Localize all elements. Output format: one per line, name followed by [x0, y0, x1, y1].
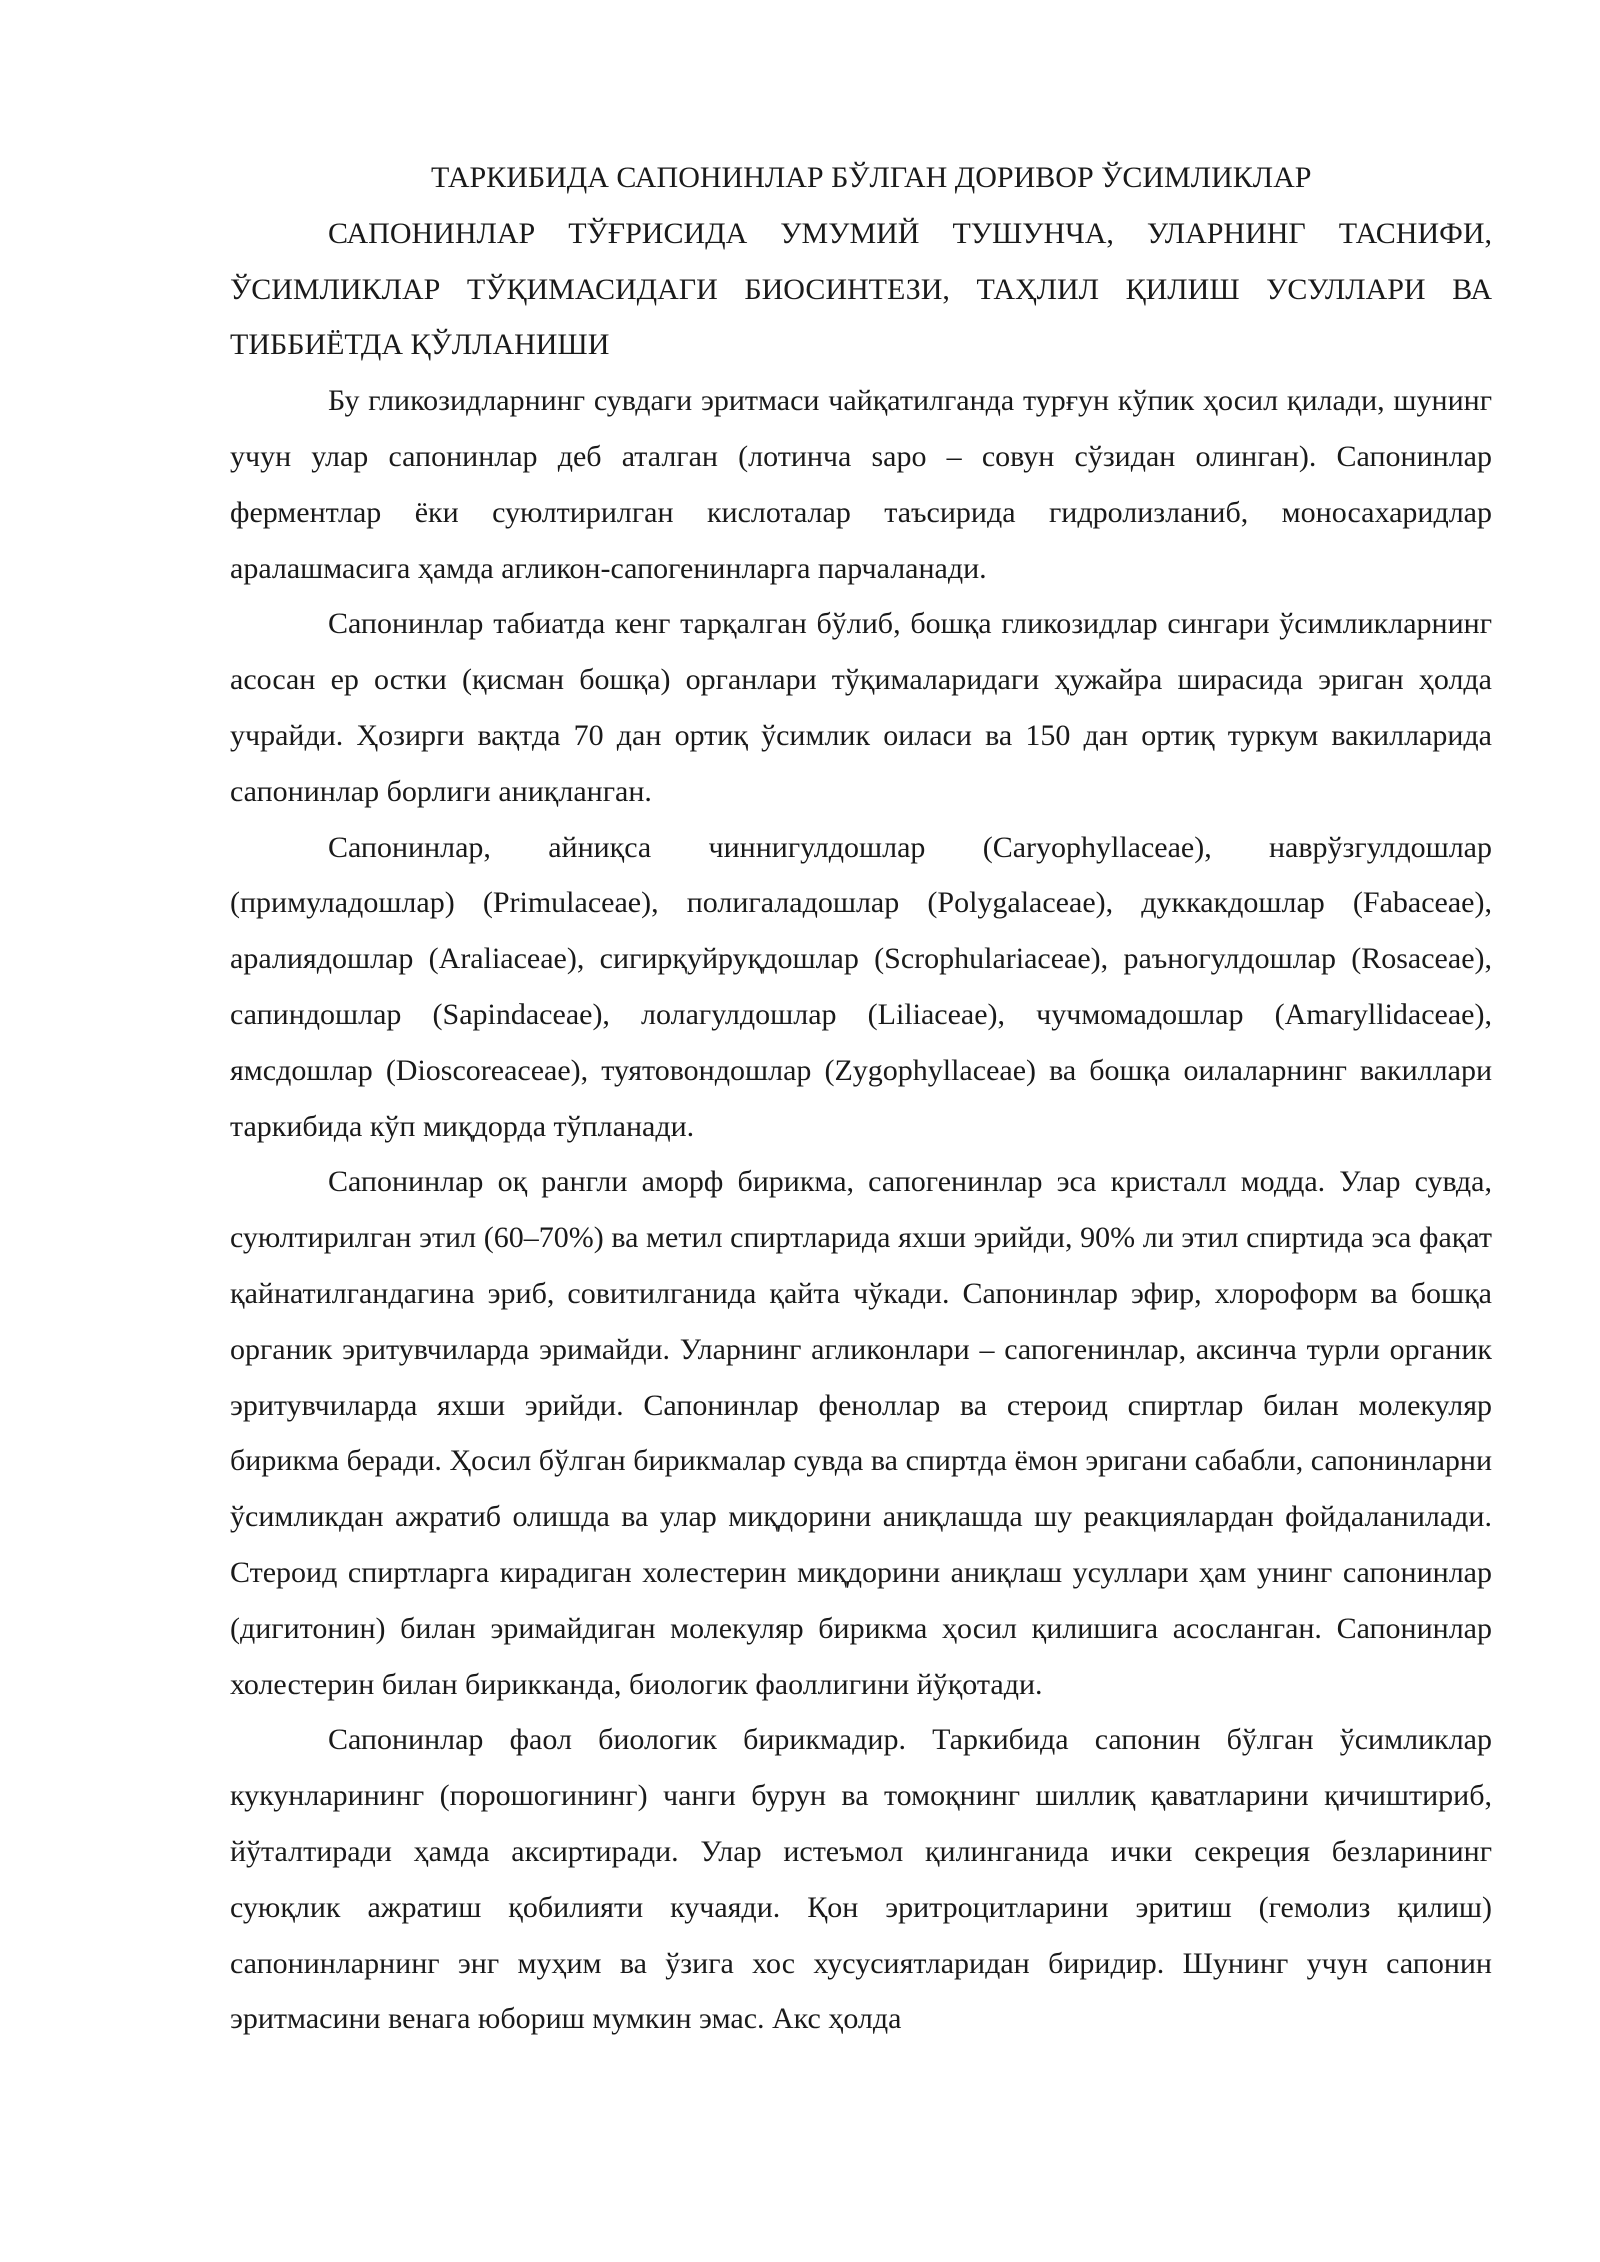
paragraph-2: Сапонинлар табиатда кенг тарқалган бўлиб, бошқа гликозидлар сингари ўсимликларнинг асосан ер остки (қисман бошқа) органлари тўқималаридаги ҳужайра ширасида эриган ҳолда учрайди. Ҳозирги вақтда 70 дан ортиқ ўсимлик оиласи ва 150 дан ортиқ туркум вакилларида сапонинлар борлиги аниқланган.	[230, 607, 1492, 808]
document-body	[230, 150, 1492, 2047]
section-heading: САПОНИНЛАР ТЎҒРИСИДА УМУМИЙ ТУШУНЧА, УЛАРНИНГ ТАСНИФИ, ЎСИМЛИКЛАР ТЎҚИМАСИДАГИ БИОСИНТЕЗИ, ТАҲЛИЛ ҚИЛИШ УСУЛЛАРИ ВА ТИББИЁТДА ҚЎЛЛАНИШИ	[230, 216, 1492, 362]
paragraph-5: Сапонинлар фаол биологик бирикмадир. Таркибида сапонин бўлган ўсимликлар кукунларининг (порошогининг) чанги бурун ва томоқнинг шиллиқ қаватларини қичиштириб, йўталтиради ҳамда аксиртиради. Улар истеъмол қилинганида ички секреция безларининг суюқлик ажратиш қобилияти кучаяди. Қон эритроцитларини эритиш (гемолиз қилиш) сапонинларнинг энг муҳим ва ўзига хос хусусиятларидан биридир. Шунинг учун сапонин эритмасини венага юбориш мумкин эмас. Акс ҳолда	[230, 1723, 1492, 2036]
paragraph-4: Сапонинлар оқ рангли аморф бирикма, сапогенинлар эса кристалл модда. Улар сувда, суюлтирилган этил (60–70%) ва метил спиртларида яхши эрийди, 90% ли этил спиртида эса фақат қайнатилгандагина эриб, совитилганида қайта чўкади. Сапонинлар эфир, хлороформ ва бошқа органик эритувчиларда эримайди. Уларнинг агликонлари – сапогенинлар, аксинча турли органик эритувчиларда яхши эрийди. Сапонинлар феноллар ва стероид спиртлар билан молекуляр бирикма беради. Ҳосил бўлган бирикмалар сувда ва спиртда ёмон эригани сабабли, сапонинларни ўсимликдан ажратиб олишда ва улар миқдорини аниқлашда шу реакциялардан фойдаланилади. Стероид спиртларга кирадиган холестерин миқдорини аниқлаш усуллари ҳам унинг сапонинлар (дигитонин) билан эримайдиган молекуляр бирикма ҳосил қилишига асосланган. Сапонинлар холестерин билан бирикканда, биологик фаоллигини йўқотади.	[230, 1165, 1492, 1701]
paragraph-3: Сапонинлар, айниқса чиннигулдошлар (Caryophyllaceae), наврўзгулдошлар (примуладошлар) (Primulaceae), полигаладошлар (Polygalaceae), дуккакдошлар (Fabaceae), аралиядошлар (Araliaceae), сигирқуйруқдошлар (Scrophulariaceae), раъногулдошлар (Rosaceae), сапиндошлар (Sapindaceae), лолагулдошлар (Liliaceae), чучмомадошлар (Amaryllidaceae), ямсдошлар (Dioscoreaceae), туятовондошлар (Zygophyllaceae) ва бошқа оилаларнинг вакиллари таркибида кўп миқдорда тўпланади.	[230, 830, 1492, 1143]
document-title: ТАРКИБИДА САПОНИНЛАР БЎЛГАН ДОРИВОР ЎСИМЛИКЛАР	[431, 161, 1312, 194]
paragraph-1: Бу гликозидларнинг сувдаги эритмаси чайқатилганда турғун кўпик ҳосил қилади, шунинг учун улар сапонинлар деб аталган (лотинча sapo – совун сўзидан олинган). Сапонинлар ферментлар ёки суюлтирилган кислоталар таъсирида гидролизланиб, моносахаридлар аралашмасига ҳамда агликон-сапогенинларга парчаланади.	[230, 384, 1492, 585]
